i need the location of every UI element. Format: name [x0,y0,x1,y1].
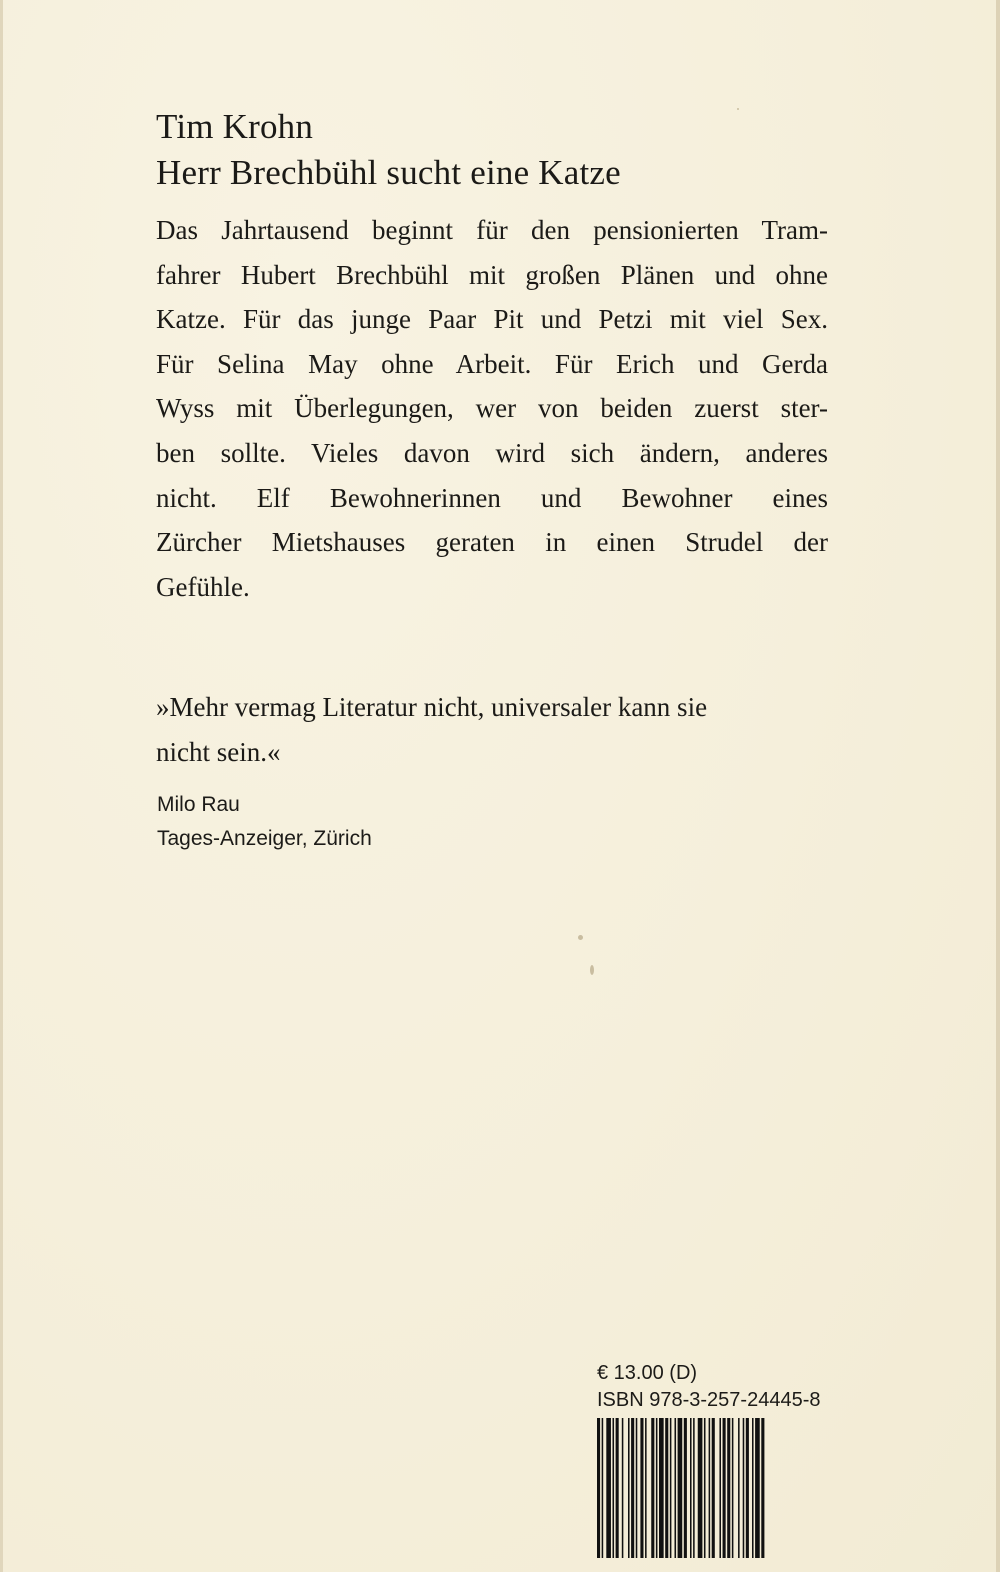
barcode-bar [693,1418,695,1558]
barcode-bar [645,1418,647,1558]
barcode-bar [631,1418,634,1558]
barcode-bar [675,1418,677,1558]
blurb-line: Katze. Für das junge Paar Pit und Petzi mit viel Sex. [156,304,828,335]
barcode-bar [761,1418,764,1558]
book-header [156,104,856,196]
blurb-line: Das Jahrtausend beginnt für den pensionierten Tram- [156,215,828,245]
blurb-line: nicht. Elf Bewohnerinnen und Bewohner eines [156,482,828,513]
barcode-bar [719,1418,721,1558]
barcode-bar [709,1418,711,1558]
barcode-bar [732,1418,734,1558]
quote-source [157,788,372,856]
blurb-line: Wyss mit Überlegungen, wer von beiden zuerst ster- [156,393,828,424]
barcode-bar [606,1418,611,1558]
barcode [597,1418,827,1558]
barcode-bar [743,1418,745,1558]
paper-speck [578,935,583,940]
barcode-bar [738,1418,740,1558]
barcode-bar [602,1418,604,1558]
author-name: Tim Krohn [156,107,314,146]
quote-line: nicht sein.« [156,736,281,767]
barcode-bar [704,1418,706,1558]
barcode-bar [752,1418,754,1558]
blurb-line: fahrer Hubert Brechbühl mit großen Plänen und ohne [156,259,828,290]
blurb-paragraph [156,208,828,609]
barcode-bar [622,1418,624,1558]
barcode-bar [712,1418,715,1558]
barcode-bar [684,1418,687,1558]
book-title: Herr Brechbühl sucht eine Katze [156,153,621,192]
barcode-bar [616,1418,619,1558]
barcode-bar [613,1418,615,1558]
barcode-bar [723,1418,726,1558]
barcode-bar [665,1418,668,1558]
blurb-line: Gefühle. [156,571,250,602]
barcode-bar [678,1418,683,1558]
barcode-bar [636,1418,638,1558]
blurb-line: Zürcher Mietshauses geraten in einen Strudel der [156,527,828,558]
barcode-bar [670,1418,672,1558]
cover-left-edge [0,0,3,1572]
review-quote [156,685,836,774]
barcode-bar [659,1418,664,1558]
barcode-bar [656,1418,658,1558]
barcode-bar [755,1418,760,1558]
barcode-bar [651,1418,654,1558]
quote-publication: Tages-Anzeiger, Zürich [157,827,372,850]
barcode-bar [597,1418,600,1558]
quote-line: »Mehr vermag Literatur nicht, universaler kann sie [156,692,708,722]
blurb-line: ben sollte. Vieles davon wird sich ändern, anderes [156,437,828,468]
paper-speck [590,965,594,975]
barcode-bar [628,1418,630,1558]
price-isbn-block [597,1360,829,1414]
blurb-line: Für Selina May ohne Arbeit. Für Erich und Gerda [156,348,828,379]
barcode-bar [698,1418,703,1558]
barcode-bar [640,1418,643,1558]
cover-right-edge [996,0,1000,1572]
isbn-label: ISBN 978-3-257-24445-8 [597,1389,821,1411]
quote-attribution: Milo Rau [157,793,240,816]
barcode-bar [746,1418,749,1558]
barcode-bar [690,1418,692,1558]
price-label: € 13.00 (D) [597,1362,698,1384]
paper-speck [737,108,739,110]
barcode-bar [727,1418,730,1558]
